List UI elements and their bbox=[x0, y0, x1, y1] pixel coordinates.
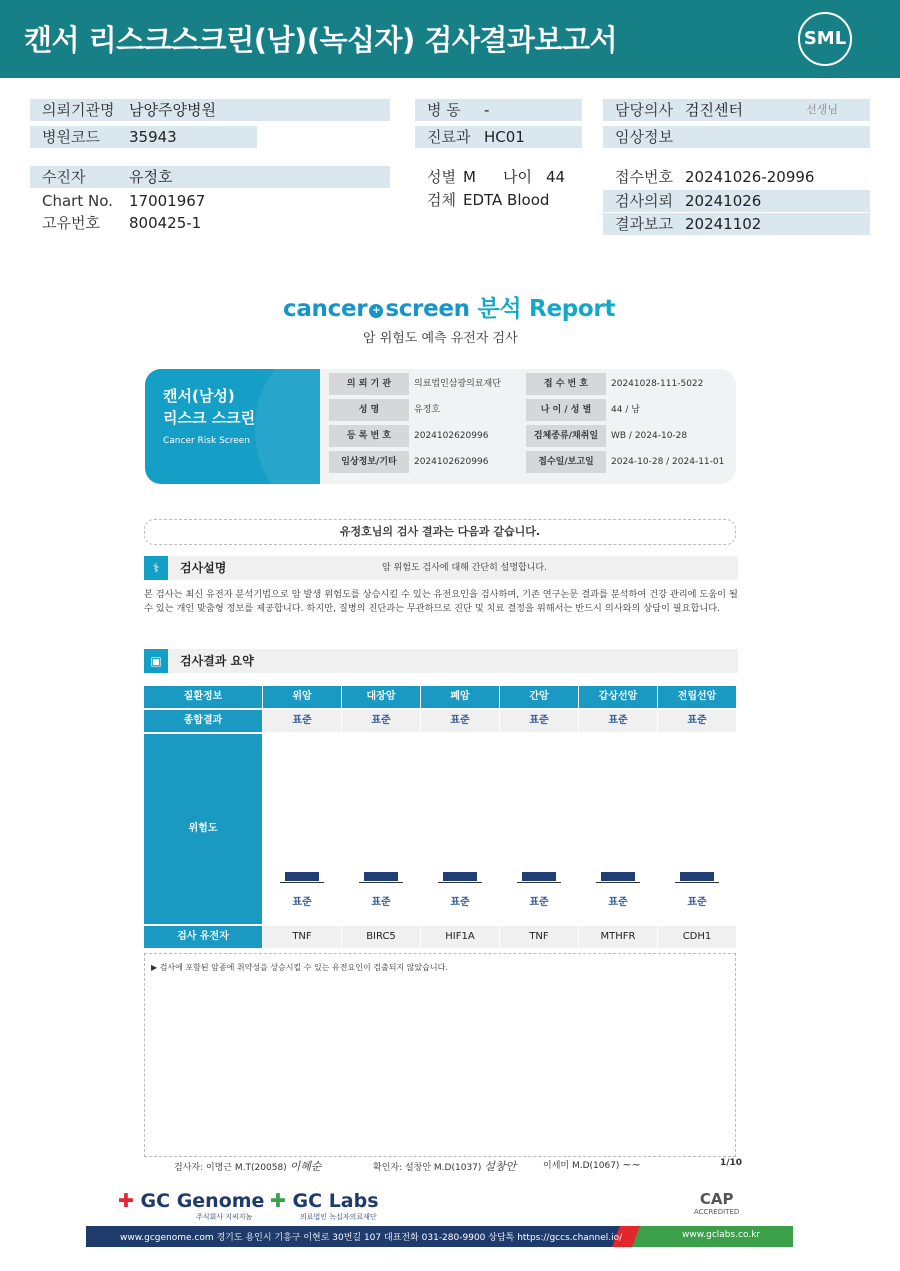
risk-level-label: 표준 bbox=[608, 897, 628, 908]
gene-name: HIF1A bbox=[421, 926, 499, 948]
overall-result: 표준 bbox=[579, 710, 657, 732]
card-value: 유정호 bbox=[414, 405, 441, 415]
chart-value: 17001967 bbox=[129, 192, 206, 210]
receipt-row bbox=[603, 166, 870, 188]
card-title-1: 캔서(남성) bbox=[163, 387, 235, 405]
header-label: 질환정보 bbox=[144, 686, 262, 708]
disease-header: 간암 bbox=[500, 686, 578, 708]
cancer-screen-brand bbox=[283, 290, 615, 323]
uid-value: 800425-1 bbox=[129, 214, 202, 232]
brand-part2: screen bbox=[385, 296, 470, 322]
card-value: 2024102620996 bbox=[414, 457, 489, 467]
disease-header: 위암 bbox=[263, 686, 341, 708]
gene-name: TNF bbox=[500, 926, 578, 948]
report-title: 캔서 리스크스크린(남)(녹십자) 검사결과보고서 bbox=[24, 23, 617, 57]
card-title-panel bbox=[145, 369, 320, 484]
footer-bar bbox=[86, 1226, 793, 1247]
sex-value: M bbox=[463, 168, 476, 186]
confirmer-sign bbox=[373, 1158, 516, 1174]
risk-level-baseline bbox=[359, 882, 403, 883]
specimen-row bbox=[415, 189, 595, 211]
doctor-value: 검진센터 bbox=[685, 101, 743, 119]
card-label: 등 록 번 호 bbox=[329, 425, 409, 447]
confirmer-signature: 설창안 bbox=[484, 1160, 517, 1173]
patient-label: 수진자 bbox=[42, 168, 86, 186]
gene-name: MTHFR bbox=[579, 926, 657, 948]
risk-level-marker bbox=[601, 872, 635, 881]
risk-level-label: 표준 bbox=[450, 897, 470, 908]
section-description-title: 검사설명 bbox=[180, 561, 227, 575]
sml-logo: SML bbox=[798, 12, 852, 66]
institution-row bbox=[30, 99, 390, 121]
overall-result: 표준 bbox=[421, 710, 499, 732]
sex-label: 성별 bbox=[427, 168, 456, 186]
gc-labs-cross-icon: ✚ bbox=[270, 1190, 286, 1212]
card-value: WB / 2024-10-28 bbox=[611, 431, 688, 441]
specimen-value: EDTA Blood bbox=[463, 191, 550, 209]
overall-result: 표준 bbox=[658, 710, 736, 732]
request-row bbox=[603, 190, 870, 212]
institution-value: 남양주양병원 bbox=[129, 101, 216, 119]
gc-genome-text: GC Genome bbox=[140, 1190, 265, 1212]
card-label: 접수일/보고일 bbox=[526, 451, 606, 473]
risk-level-marker bbox=[443, 872, 477, 881]
folder-icon: ▣ bbox=[144, 649, 168, 673]
overall-result: 표준 bbox=[500, 710, 578, 732]
disease-header: 갑상선암 bbox=[579, 686, 657, 708]
report-date-label: 결과보고 bbox=[615, 215, 673, 233]
section-description-sub: 암 위험도 검사에 대해 간단히 설명합니다. bbox=[382, 563, 547, 573]
cap-logo bbox=[694, 1190, 739, 1216]
card-value: 의료법인삼광의료재단 bbox=[414, 379, 501, 389]
page-number: 1/10 bbox=[720, 1158, 743, 1168]
gc-labs-sub: 의료법인 녹십자의료재단 bbox=[300, 1213, 377, 1221]
dept-value: HC01 bbox=[484, 128, 525, 146]
patient-card bbox=[145, 369, 736, 484]
section-description-bar bbox=[144, 556, 738, 580]
age-label: 나이 bbox=[503, 168, 532, 186]
specimen-label: 검체 bbox=[427, 191, 456, 209]
gene-name: TNF bbox=[263, 926, 341, 948]
risk-level-baseline bbox=[438, 882, 482, 883]
report-date-row bbox=[603, 213, 870, 235]
risk-mark-icon: + bbox=[369, 304, 383, 318]
dept-label: 진료과 bbox=[427, 128, 471, 146]
risk-level-baseline bbox=[596, 882, 640, 883]
gc-genome-sub: 주식회사 지씨지놈 bbox=[196, 1213, 253, 1221]
uid-label: 고유번호 bbox=[42, 214, 100, 232]
overall-label: 종합결과 bbox=[144, 710, 262, 732]
chart-row bbox=[30, 190, 390, 212]
gene-name: BIRC5 bbox=[342, 926, 420, 948]
card-label: 접 수 번 호 bbox=[526, 373, 606, 395]
request-label: 검사의뢰 bbox=[615, 192, 673, 210]
result-banner: 유정호님의 검사 결과는 다음과 같습니다. bbox=[144, 519, 736, 545]
risk-level-marker bbox=[285, 872, 319, 881]
risk-level-label: 표준 bbox=[529, 897, 549, 908]
doctor2-signature: ~~ bbox=[622, 1158, 641, 1171]
report-date-value: 20241102 bbox=[685, 215, 762, 233]
cap-sub: ACCREDITED bbox=[694, 1208, 740, 1216]
receipt-label: 접수번호 bbox=[615, 168, 673, 186]
card-value: 2024102620996 bbox=[414, 431, 489, 441]
cap-text: CAP bbox=[699, 1190, 734, 1208]
doctor-label: 담당의사 bbox=[615, 101, 673, 119]
risk-level-marker bbox=[680, 872, 714, 881]
risk-level-label: 표준 bbox=[687, 897, 707, 908]
footer-address[interactable]: www.gcgenome.com 경기도 용인시 기흥구 이현로 30번길 107 대표전화 031-280-9900 상담톡 https://gccs.channel.io/ bbox=[120, 1233, 623, 1243]
doctor-row bbox=[603, 99, 870, 121]
doctor-suffix: 선생님 bbox=[806, 103, 838, 116]
gc-cross-icon: ✚ bbox=[118, 1190, 134, 1212]
patient-value: 유정호 bbox=[129, 168, 173, 186]
hospital-code-label: 병원코드 bbox=[42, 128, 100, 146]
institution-label: 의뢰기관명 bbox=[42, 101, 115, 119]
overall-result: 표준 bbox=[342, 710, 420, 732]
risk-level-marker bbox=[364, 872, 398, 881]
clinical-row bbox=[603, 126, 870, 148]
risk-level-label: 표준 bbox=[371, 897, 391, 908]
gene-name: CDH1 bbox=[658, 926, 736, 948]
risk-level-baseline bbox=[675, 882, 719, 883]
gene-label: 검사 유전자 bbox=[144, 926, 262, 948]
card-label: 성 명 bbox=[329, 399, 409, 421]
disease-header: 폐암 bbox=[421, 686, 499, 708]
uid-row bbox=[30, 212, 390, 234]
description-text: 본 검사는 최신 유전자 분석기법으로 암 발생 위험도를 상승시킬 수 있는 유전요인을 검사하며, 기존 연구논문 결과를 분석하여 건강 관리에 도움이 될 수 있는 개인 맞춤형 정보를 제공합니다. 하지만, 질병의 진단과는 무관하므로 진단 및 치료 결정을 위해서는 반드시 의사와의 상담이 필요합니다. bbox=[144, 589, 738, 614]
report-header bbox=[0, 0, 900, 78]
ward-label: 병 동 bbox=[427, 101, 461, 119]
footer-url[interactable]: www.gclabs.co.kr bbox=[682, 1230, 761, 1240]
age-value: 44 bbox=[546, 168, 566, 186]
request-value: 20241026 bbox=[685, 192, 762, 210]
brand-subtitle: 암 위험도 예측 유전자 검사 bbox=[363, 331, 518, 346]
disease-header: 전립선암 bbox=[658, 686, 736, 708]
doctor2-label: 이세미 M.D(1067) bbox=[543, 1161, 620, 1171]
chart-label: Chart No. bbox=[42, 192, 113, 210]
hospital-code-row bbox=[30, 126, 257, 148]
doctor2-sign bbox=[543, 1158, 641, 1171]
risk-level-baseline bbox=[280, 882, 324, 883]
risk-label: 위험도 bbox=[144, 734, 262, 924]
card-label: 의 뢰 기 관 bbox=[329, 373, 409, 395]
card-title-3: Cancer Risk Screen bbox=[163, 436, 251, 446]
tester-signature: 이혜순 bbox=[289, 1160, 322, 1173]
brand-part1: cancer bbox=[283, 296, 368, 322]
patient-row bbox=[30, 166, 390, 188]
risk-level-label: 표준 bbox=[292, 897, 312, 908]
card-value: 20241028-111-5022 bbox=[611, 379, 704, 389]
gc-labs-logo bbox=[270, 1190, 379, 1222]
card-label: 임상정보/기타 bbox=[329, 451, 409, 473]
stethoscope-icon: ⚕ bbox=[144, 556, 168, 580]
risk-level-baseline bbox=[517, 882, 561, 883]
gc-genome-logo bbox=[118, 1190, 264, 1222]
note-text: ▶ 검사에 포함된 암종에 취약성을 상승시킬 수 있는 유전요인이 검출되지 않았습니다. bbox=[151, 963, 448, 972]
hospital-code-value: 35943 bbox=[129, 128, 177, 146]
receipt-value: 20241026-20996 bbox=[685, 168, 815, 186]
risk-level-marker bbox=[522, 872, 556, 881]
brand-report: 분석 Report bbox=[477, 296, 616, 322]
tester-sign bbox=[174, 1158, 321, 1174]
tester-label: 검사자: 이명근 M.T(20058) bbox=[174, 1163, 287, 1173]
card-label: 나 이 / 성 별 bbox=[526, 399, 606, 421]
card-label: 검체종류/채취일 bbox=[526, 425, 606, 447]
disease-header: 대장암 bbox=[342, 686, 420, 708]
sex-age-row bbox=[415, 166, 595, 188]
section-summary-title: 검사결과 요약 bbox=[180, 654, 254, 668]
dept-row bbox=[415, 126, 582, 148]
note-box bbox=[144, 953, 736, 1157]
card-value: 2024-10-28 / 2024-11-01 bbox=[611, 457, 725, 467]
card-value: 44 / 남 bbox=[611, 405, 640, 415]
ward-value: - bbox=[484, 101, 490, 119]
clinical-label: 임상정보 bbox=[615, 128, 673, 146]
section-summary-bar bbox=[144, 649, 738, 673]
overall-result: 표준 bbox=[263, 710, 341, 732]
confirmer-label: 확인자: 설창안 M.D(1037) bbox=[373, 1163, 482, 1173]
card-title-2: 리스크 스크린 bbox=[163, 409, 256, 427]
ward-row bbox=[415, 99, 582, 121]
gc-labs-text: GC Labs bbox=[292, 1190, 379, 1212]
